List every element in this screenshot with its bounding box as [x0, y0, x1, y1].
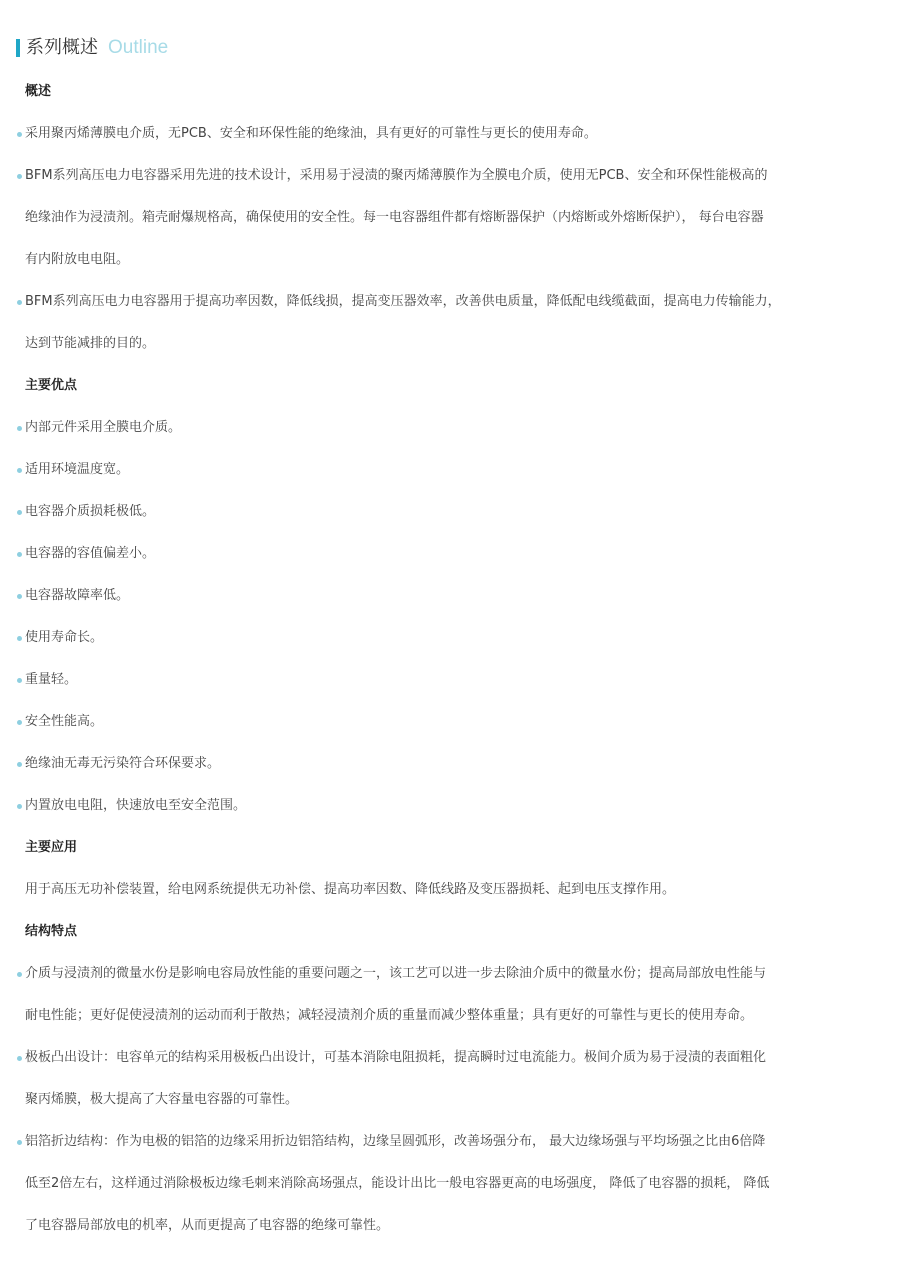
list-item-text: 低至2倍左右，这样通过消除极板边缘毛刺来消除高场强点，能设计出比一般电容器更高的电场强度， 降低了电容器的损耗， 降低	[25, 1176, 770, 1191]
bullet-dot-icon	[17, 804, 22, 809]
bullet-dot-icon	[17, 972, 22, 977]
list-item	[25, 701, 855, 743]
list-item-text: 绝缘油作为浸渍剂。箱壳耐爆规格高，确保使用的安全性。每一电容器组件都有熔断器保护（内熔断或外熔断保护）， 每台电容器	[25, 210, 764, 225]
list-item-text: 绝缘油无毒无污染符合环保要求。	[25, 756, 221, 771]
list-item-text: 电容器故障率低。	[25, 588, 130, 603]
section-title-cn: 系列概述	[26, 37, 98, 58]
list-item-text: 有内附放电电阻。	[25, 252, 130, 267]
list-item-text: 铝箔折边结构：作为电极的铝箔的边缘采用折边铝箔结构，边缘呈圆弧形，改善场强分布， 最大边缘场强与平均场强之比由6倍降	[25, 1134, 766, 1149]
bullet-dot-icon	[17, 426, 22, 431]
bullet-dot-icon	[17, 132, 22, 137]
list-item-text: BFM系列高压电力电容器采用先进的技术设计，采用易于浸渍的聚丙烯薄膜作为全膜电介质，使用无PCB、安全和环保性能极高的	[25, 168, 768, 183]
list-item	[25, 113, 855, 155]
list-item	[25, 533, 855, 575]
bullet-dot-icon	[17, 1140, 22, 1145]
bullet-dot-icon	[17, 636, 22, 641]
list-item	[25, 1037, 855, 1121]
title-accent-bar	[16, 39, 20, 57]
bullet-dot-icon	[17, 720, 22, 725]
content-body	[25, 71, 855, 1247]
list-item-text: BFM系列高压电力电容器用于提高功率因数，降低线损，提高变压器效率，改善供电质量，降低配电线缆截面，提高电力传输能力，	[25, 294, 781, 309]
list-item	[25, 785, 855, 827]
list-item-text: 内置放电电阻，快速放电至安全范围。	[25, 798, 247, 813]
list-item-text: 重量轻。	[25, 672, 78, 687]
list-item	[25, 491, 855, 533]
list-item	[25, 155, 855, 281]
bullet-dot-icon	[17, 1056, 22, 1061]
bullet-dot-icon	[17, 510, 22, 515]
list-item-text: 介质与浸渍剂的微量水份是影响电容局放性能的重要问题之一，该工艺可以进一步去除油介质中的微量水份；提高局部放电性能与	[25, 966, 767, 981]
bullet-dot-icon	[17, 762, 22, 767]
list-item-text: 适用环境温度宽。	[25, 462, 130, 477]
heading-overview: 概述	[25, 84, 52, 99]
list-item	[25, 281, 855, 365]
heading-advantages: 主要优点	[25, 378, 78, 393]
list-item	[25, 617, 855, 659]
list-item	[25, 953, 855, 1037]
bullet-dot-icon	[17, 468, 22, 473]
bullet-dot-icon	[17, 174, 22, 179]
list-item-text: 极板凸出设计：电容单元的结构采用极板凸出设计，可基本消除电阻损耗，提高瞬时过电流能力。极间介质为易于浸渍的表面粗化	[25, 1050, 767, 1065]
bullet-dot-icon	[17, 678, 22, 683]
list-item-text: 了电容器局部放电的机率，从而更提高了电容器的绝缘可靠性。	[25, 1218, 390, 1233]
heading-structure: 结构特点	[25, 924, 78, 939]
section-title	[16, 36, 168, 60]
list-item-text: 达到节能减排的目的。	[25, 336, 156, 351]
bullet-dot-icon	[17, 552, 22, 557]
bullet-dot-icon	[17, 300, 22, 305]
list-item-text: 电容器介质损耗极低。	[25, 504, 156, 519]
bullet-dot-icon	[17, 594, 22, 599]
list-item	[25, 659, 855, 701]
section-title-en: Outline	[108, 37, 169, 58]
list-item-text: 采用聚丙烯薄膜电介质，无PCB、安全和环保性能的绝缘油，具有更好的可靠性与更长的使用寿命。	[25, 126, 597, 141]
list-item	[25, 743, 855, 785]
heading-applications: 主要应用	[25, 840, 78, 855]
list-item-text: 安全性能高。	[25, 714, 104, 729]
list-item-text: 使用寿命长。	[25, 630, 104, 645]
list-item-text: 耐电性能；更好促使浸渍剂的运动而利于散热；减轻浸渍剂介质的重量而减少整体重量；具有更好的可靠性与更长的使用寿命。	[25, 1008, 754, 1023]
list-item-text: 内部元件采用全膜电介质。	[25, 420, 182, 435]
applications-text: 用于高压无功补偿装置，给电网系统提供无功补偿、提高功率因数、降低线路及变压器损耗、起到电压支撑作用。	[25, 882, 676, 897]
list-item	[25, 575, 855, 617]
list-item	[25, 407, 855, 449]
list-item	[25, 1121, 855, 1247]
list-item-text: 电容器的容值偏差小。	[25, 546, 156, 561]
list-item-text: 聚丙烯膜，极大提高了大容量电容器的可靠性。	[25, 1092, 299, 1107]
list-item	[25, 449, 855, 491]
